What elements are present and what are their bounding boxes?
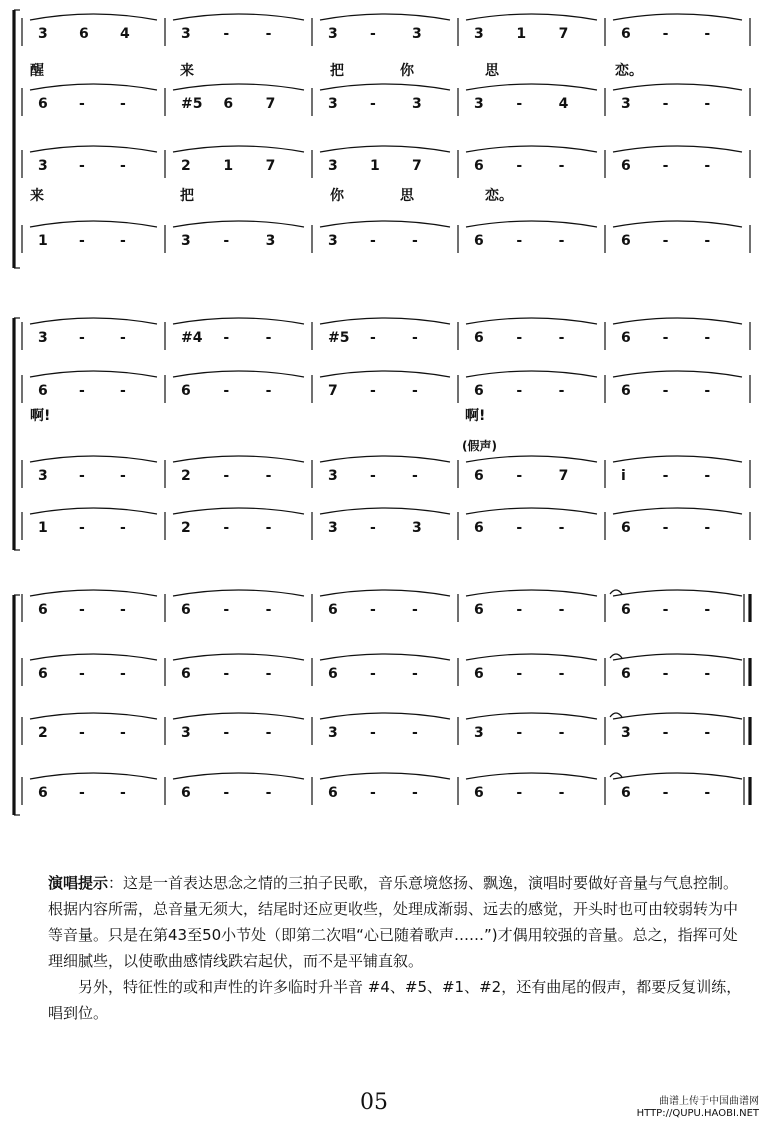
note: 6 xyxy=(181,785,191,801)
slur xyxy=(466,654,597,660)
slur xyxy=(613,146,742,152)
slur xyxy=(613,654,742,660)
note: - xyxy=(516,330,523,346)
note: 1 xyxy=(370,158,380,174)
note: 6 xyxy=(328,666,338,682)
note: - xyxy=(704,725,711,741)
note: - xyxy=(265,602,272,618)
site-line-1: 曲谱上传于中国曲谱网 xyxy=(659,1096,759,1107)
slur xyxy=(613,221,742,227)
note: - xyxy=(265,468,272,484)
note: - xyxy=(516,96,523,112)
slur xyxy=(466,713,597,719)
slur xyxy=(320,590,450,596)
note: 6 xyxy=(474,468,484,484)
note: - xyxy=(370,725,376,741)
note: - xyxy=(223,785,230,801)
slur xyxy=(613,318,742,324)
note: - xyxy=(704,383,711,399)
note: 3 xyxy=(412,96,422,112)
note: - xyxy=(516,725,523,741)
note: - xyxy=(704,158,711,174)
note: - xyxy=(516,666,523,682)
note: - xyxy=(662,520,669,536)
note: 6 xyxy=(474,602,484,618)
slur xyxy=(466,371,597,377)
note: - xyxy=(265,666,272,682)
note: - xyxy=(662,158,669,174)
note: 6 xyxy=(474,383,484,399)
note: - xyxy=(704,330,711,346)
note: - xyxy=(223,520,230,536)
performance-notes xyxy=(48,870,748,1026)
note: - xyxy=(558,602,565,618)
slur xyxy=(320,654,450,660)
slur xyxy=(466,590,597,596)
note: - xyxy=(370,785,376,801)
slur xyxy=(30,590,157,596)
slur xyxy=(466,318,597,324)
note: 7 xyxy=(558,26,569,42)
note: 7 xyxy=(265,158,276,174)
slur xyxy=(30,146,157,152)
note: 4 xyxy=(558,96,569,112)
note: - xyxy=(370,520,376,536)
note: 6 xyxy=(181,666,191,682)
note: 6 xyxy=(38,96,48,112)
note: - xyxy=(120,233,126,249)
slur xyxy=(173,318,304,324)
note: - xyxy=(223,725,230,741)
note: 6 xyxy=(38,602,48,618)
note: 7 xyxy=(328,383,338,399)
note: 6 xyxy=(38,383,48,399)
note: - xyxy=(370,330,376,346)
slur xyxy=(30,773,157,779)
note: 3 xyxy=(38,330,48,346)
note: - xyxy=(223,666,230,682)
note: 6 xyxy=(474,785,484,801)
note: - xyxy=(79,602,85,618)
note: - xyxy=(370,602,376,618)
note: - xyxy=(120,96,126,112)
note: 7 xyxy=(265,96,276,112)
note: - xyxy=(79,158,85,174)
note: - xyxy=(516,383,523,399)
slur xyxy=(613,456,742,462)
lyric: 把 xyxy=(180,188,194,204)
page-number: 05 xyxy=(360,1090,388,1115)
slur xyxy=(613,590,742,596)
note: 6 xyxy=(223,96,234,112)
slur xyxy=(320,773,450,779)
note: 3 xyxy=(412,520,422,536)
note: - xyxy=(662,233,669,249)
fermata-icon xyxy=(610,773,622,777)
note: - xyxy=(516,468,523,484)
note: 3 xyxy=(621,96,631,112)
note: - xyxy=(79,96,85,112)
note: - xyxy=(558,158,565,174)
note: - xyxy=(662,785,669,801)
note: - xyxy=(704,666,711,682)
slur xyxy=(173,773,304,779)
note: 2 xyxy=(38,725,48,741)
note: 7 xyxy=(558,468,569,484)
note: - xyxy=(120,468,126,484)
slur xyxy=(466,221,597,227)
note: - xyxy=(662,468,669,484)
note: - xyxy=(120,158,126,174)
slur xyxy=(466,84,597,90)
note: - xyxy=(223,233,230,249)
slur xyxy=(613,773,742,779)
slur xyxy=(30,508,157,514)
slur xyxy=(30,84,157,90)
slur xyxy=(466,508,597,514)
note: - xyxy=(79,666,85,682)
note: - xyxy=(79,725,85,741)
note: - xyxy=(704,468,711,484)
note: - xyxy=(265,785,272,801)
lyric: 思 xyxy=(400,188,414,204)
note: 6 xyxy=(621,666,631,682)
fermata-icon xyxy=(610,713,622,717)
note: - xyxy=(79,520,85,536)
note: 3 xyxy=(474,26,484,42)
note: 6 xyxy=(474,520,484,536)
note: 3 xyxy=(328,158,338,174)
note: - xyxy=(516,785,523,801)
note: 3 xyxy=(181,26,191,42)
slur xyxy=(320,318,450,324)
note: #5 xyxy=(328,330,350,346)
lyric: 思 xyxy=(485,63,499,79)
note: - xyxy=(558,520,565,536)
note: - xyxy=(412,725,418,741)
note: - xyxy=(223,602,230,618)
note: 1 xyxy=(516,26,527,42)
notes-paragraph-1: ：这是一首表达思念之情的三拍子民歌，音乐意境悠扬、飘逸，演唱时要做好音量与气息控制。根据内容所需，总音量无须大，结尾时还应更收些，处理成渐弱、远去的感觉，开头时也可由较弱转为中等音量。只是在第43至50小节处（即第二次唱“心已随着歌声……”)才偶用较强的音量。总之，指挥可处理细腻些，以使歌曲感情线跌宕起伏，而不是平铺直叙。 xyxy=(48,874,739,970)
note: 6 xyxy=(181,383,191,399)
slur xyxy=(320,371,450,377)
note: 6 xyxy=(621,26,631,42)
slur xyxy=(173,14,304,20)
note: 1 xyxy=(38,520,48,536)
note: 6 xyxy=(621,233,631,249)
note: - xyxy=(704,785,711,801)
note: - xyxy=(370,666,376,682)
note: - xyxy=(662,725,669,741)
note: - xyxy=(662,602,669,618)
slur xyxy=(30,221,157,227)
lyric: 把 xyxy=(330,63,344,79)
slur xyxy=(30,14,157,20)
lyric: 恋。 xyxy=(485,188,513,204)
site-line-2: HTTP://QUPU.HAOBI.NET xyxy=(636,1108,759,1119)
note: - xyxy=(704,96,711,112)
lyric: 醒 xyxy=(30,63,44,79)
note: 3 xyxy=(474,725,484,741)
note: 3 xyxy=(328,26,338,42)
fermata-icon xyxy=(610,654,622,658)
note: - xyxy=(120,602,126,618)
note: - xyxy=(662,383,669,399)
note: - xyxy=(412,330,418,346)
note: - xyxy=(516,233,523,249)
note: 3 xyxy=(181,233,191,249)
slur xyxy=(173,713,304,719)
note: i xyxy=(621,468,626,484)
note: 3 xyxy=(621,725,631,741)
note: 3 xyxy=(328,233,338,249)
note: - xyxy=(662,330,669,346)
note: - xyxy=(120,785,126,801)
slur xyxy=(613,84,742,90)
note: 3 xyxy=(328,725,338,741)
note: - xyxy=(370,468,376,484)
note: 3 xyxy=(474,96,484,112)
falsetto-annotation: (假声) xyxy=(462,439,497,453)
note: - xyxy=(516,158,523,174)
note: - xyxy=(558,383,565,399)
note: - xyxy=(704,26,711,42)
lyric: 啊! xyxy=(30,408,51,424)
note: - xyxy=(704,233,711,249)
note: - xyxy=(79,785,85,801)
slur xyxy=(466,14,597,20)
lyric: 来 xyxy=(30,188,44,204)
note: 3 xyxy=(38,158,48,174)
slur xyxy=(173,146,304,152)
note: - xyxy=(265,520,272,536)
note: - xyxy=(265,725,272,741)
note: 4 xyxy=(120,26,130,42)
note: 2 xyxy=(181,468,191,484)
note: - xyxy=(223,383,230,399)
note: - xyxy=(704,520,711,536)
note: 2 xyxy=(181,520,191,536)
note: - xyxy=(79,383,85,399)
note: - xyxy=(412,785,418,801)
note: - xyxy=(370,383,376,399)
slur xyxy=(320,713,450,719)
note: #5 xyxy=(181,96,203,112)
note: 6 xyxy=(621,383,631,399)
note: - xyxy=(223,330,230,346)
note: - xyxy=(516,520,523,536)
note: - xyxy=(558,725,565,741)
note: 6 xyxy=(474,666,484,682)
note: #4 xyxy=(181,330,203,346)
note: - xyxy=(120,725,126,741)
note: - xyxy=(412,468,418,484)
lyric: 来 xyxy=(180,63,194,79)
lyric: 你 xyxy=(330,188,344,204)
slur xyxy=(173,590,304,596)
note: - xyxy=(704,602,711,618)
note: - xyxy=(120,520,126,536)
note: - xyxy=(79,468,85,484)
note: - xyxy=(662,26,669,42)
note: - xyxy=(120,330,126,346)
note: - xyxy=(662,96,669,112)
note: 3 xyxy=(38,468,48,484)
slur xyxy=(613,713,742,719)
site-watermark xyxy=(637,1096,759,1120)
slur xyxy=(613,14,742,20)
lyric: 你 xyxy=(400,63,414,79)
note: 6 xyxy=(38,785,48,801)
note: - xyxy=(412,666,418,682)
slur xyxy=(30,318,157,324)
slur xyxy=(173,456,304,462)
note: - xyxy=(558,666,565,682)
slur xyxy=(320,146,450,152)
fermata-icon xyxy=(610,590,622,594)
note: - xyxy=(516,602,523,618)
note: - xyxy=(265,26,272,42)
note: - xyxy=(558,785,565,801)
slur xyxy=(173,221,304,227)
note: - xyxy=(79,233,85,249)
slur xyxy=(30,713,157,719)
note: - xyxy=(223,468,230,484)
slur xyxy=(30,371,157,377)
note: - xyxy=(79,330,85,346)
note: 1 xyxy=(38,233,48,249)
note: - xyxy=(370,233,376,249)
note: - xyxy=(412,383,418,399)
slur xyxy=(466,456,597,462)
note: 6 xyxy=(621,158,631,174)
note: - xyxy=(662,666,669,682)
note: 3 xyxy=(181,725,191,741)
note: - xyxy=(370,26,376,42)
note: 6 xyxy=(328,602,338,618)
slur xyxy=(320,508,450,514)
lyric: 啊! xyxy=(465,408,486,424)
note: - xyxy=(558,233,565,249)
note: 6 xyxy=(38,666,48,682)
note: 6 xyxy=(621,602,631,618)
note: 3 xyxy=(328,96,338,112)
note: 3 xyxy=(412,26,422,42)
note: 6 xyxy=(621,785,631,801)
note: 6 xyxy=(474,158,484,174)
note: - xyxy=(120,383,126,399)
note: - xyxy=(223,26,230,42)
slur xyxy=(173,654,304,660)
slur xyxy=(466,146,597,152)
slur xyxy=(466,773,597,779)
note: 2 xyxy=(181,158,191,174)
note: 3 xyxy=(265,233,276,249)
slur xyxy=(613,508,742,514)
note: - xyxy=(120,666,126,682)
slur xyxy=(173,371,304,377)
slur xyxy=(30,654,157,660)
slur xyxy=(30,456,157,462)
note: 3 xyxy=(328,468,338,484)
note: - xyxy=(265,383,272,399)
note: 7 xyxy=(412,158,422,174)
notes-paragraph-2: 另外，特征性的或和声性的许多临时升半音 #4、#5、#1、#2，还有曲尾的假声，都要反复训练，唱到位。 xyxy=(48,978,742,1022)
slur xyxy=(613,371,742,377)
note: 3 xyxy=(38,26,48,42)
note: - xyxy=(370,96,376,112)
note: - xyxy=(412,233,418,249)
note: - xyxy=(412,602,418,618)
note: 6 xyxy=(621,520,631,536)
slur xyxy=(320,456,450,462)
slur xyxy=(320,14,450,20)
note: 1 xyxy=(223,158,234,174)
lyric: 恋。 xyxy=(615,63,643,79)
note: 6 xyxy=(621,330,631,346)
slur xyxy=(320,84,450,90)
notes-lead: 演唱提示 xyxy=(48,874,109,892)
note: - xyxy=(558,330,565,346)
note: 6 xyxy=(328,785,338,801)
slur xyxy=(173,84,304,90)
note: 6 xyxy=(79,26,89,42)
note: 6 xyxy=(474,330,484,346)
note: - xyxy=(265,330,272,346)
slur xyxy=(173,508,304,514)
slur xyxy=(320,221,450,227)
note: 3 xyxy=(328,520,338,536)
note: 6 xyxy=(181,602,191,618)
note: 6 xyxy=(474,233,484,249)
